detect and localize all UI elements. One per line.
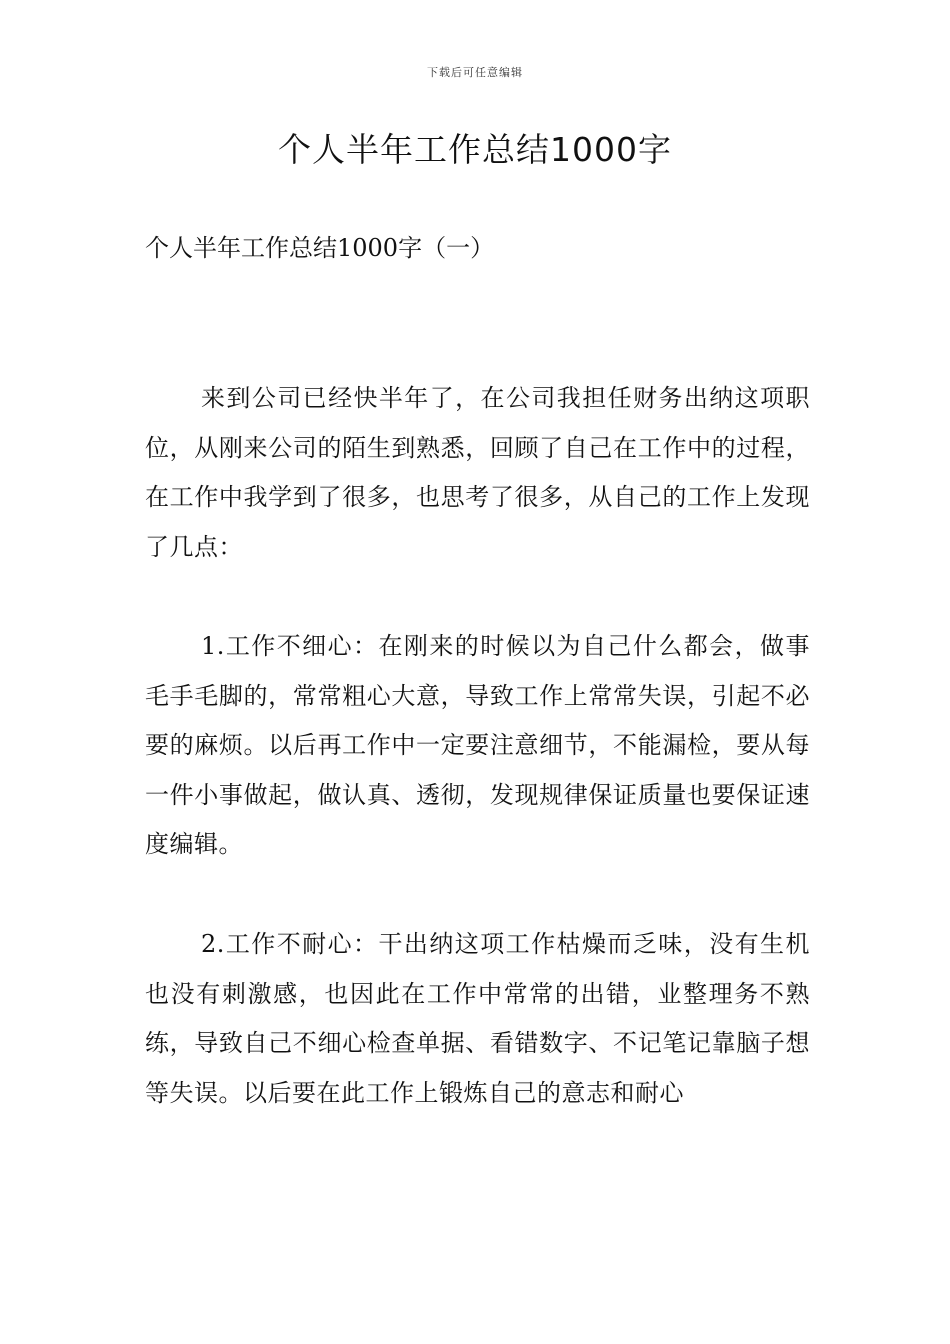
paragraph-point-1: 1.工作不细心：在刚来的时候以为自己什么都会，做事毛手毛脚的，常常粗心大意，导致工作上常常失误，引起不必要的麻烦。以后再工作中一定要注意细节，不能漏检，要从每一件小事做起，做认真、透彻，发现规律保证质量也要保证速度编辑。 <box>145 632 810 858</box>
paragraph-intro: 来到公司已经快半年了，在公司我担任财务出纳这项职位，从刚来公司的陌生到熟悉，回顾了自己在工作中的过程，在工作中我学到了很多，也思考了很多，从自己的工作上发现了几点： <box>145 384 810 561</box>
document-title: 个人半年工作总结1000字 <box>278 130 672 169</box>
section-heading: 个人半年工作总结1000字（一） <box>145 234 495 262</box>
header-note: 下载后可任意编辑 <box>427 66 523 79</box>
paragraph-point-2: 2.工作不耐心：干出纳这项工作枯燥而乏味，没有生机也没有刺激感，也因此在工作中常常的出错，业整理务不熟练，导致自己不细心检查单据、看错数字、不记笔记靠脑子想等失误。以后要在此工作上锻炼自己的意志和耐心 <box>145 930 810 1107</box>
